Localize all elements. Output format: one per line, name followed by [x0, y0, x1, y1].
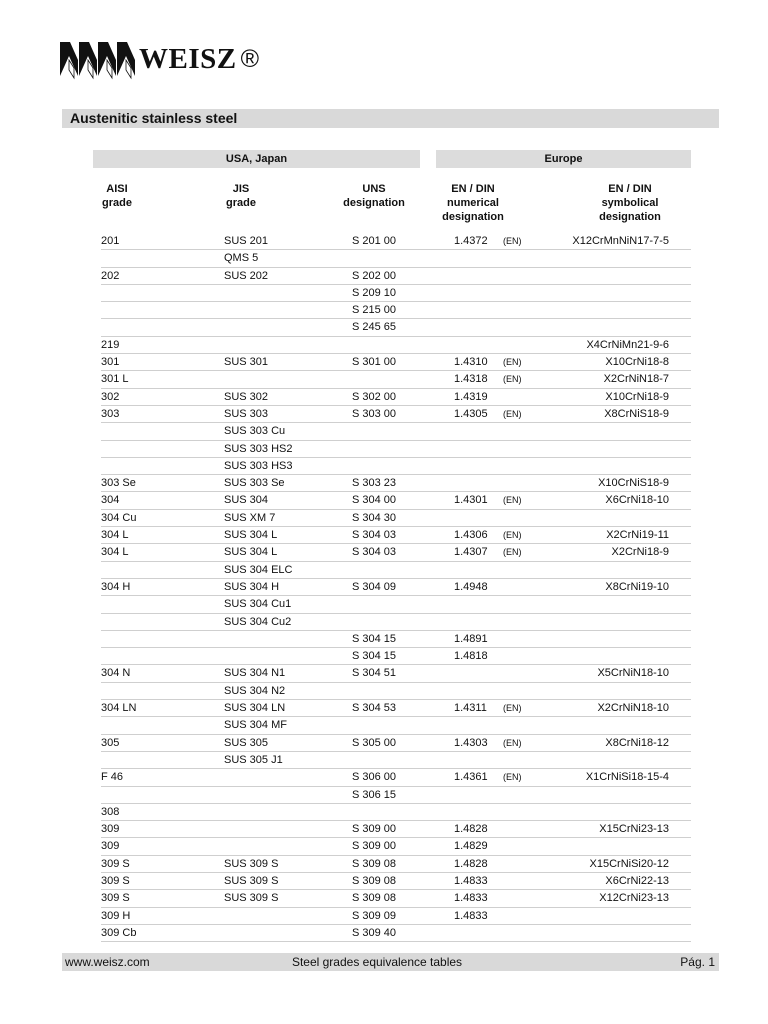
cell-en-standard: (EN) — [503, 374, 522, 385]
cell-en-numerical: 1.4372 — [454, 235, 488, 247]
cell-aisi: 305 — [101, 736, 120, 749]
cell-en-numerical: 1.4307 — [454, 546, 488, 559]
table-row — [101, 787, 691, 804]
cell-en-symbolical: X10CrNiS18-9 — [598, 477, 669, 490]
cell-aisi: 304 H — [101, 580, 131, 593]
column-header-line: numerical — [447, 197, 499, 209]
cell-en-symbolical: X6CrNi22-13 — [605, 874, 669, 887]
cell-jis: SUS 304 MF — [224, 719, 287, 732]
logo-mark-icon — [60, 38, 136, 80]
column-header-en-symbolical — [580, 182, 680, 224]
cell-aisi: 304 L — [101, 529, 129, 542]
table-row — [101, 233, 691, 250]
table-row — [101, 544, 691, 561]
table-row — [101, 492, 691, 509]
cell-jis: SUS 201 — [224, 235, 269, 247]
column-header-jis — [224, 182, 258, 210]
cell-uns: S 304 00 — [352, 494, 397, 507]
cell-en-standard: (EN) — [503, 737, 522, 748]
cell-uns: S 304 15 — [352, 632, 397, 645]
cell-uns: S 306 00 — [352, 771, 397, 784]
footer-website: www.weisz.com — [65, 955, 150, 969]
cell-en-symbolical: X1CrNiSi18-15-4 — [585, 771, 669, 784]
table-row — [101, 579, 691, 596]
cell-en-numerical: 1.4306 — [454, 529, 488, 542]
cell-aisi: 309 S — [101, 892, 130, 905]
group-header-europe: Europe — [436, 150, 691, 168]
cell-jis: SUS 305 J1 — [224, 753, 283, 766]
section-title: Austenitic stainless steel — [62, 109, 719, 128]
cell-aisi: 302 — [101, 390, 120, 403]
table-row — [101, 302, 691, 319]
cell-uns: S 215 00 — [352, 304, 397, 317]
table-row — [101, 735, 691, 752]
table-row — [101, 838, 691, 855]
cell-en-numerical: 1.4310 — [454, 356, 488, 369]
cell-en-symbolical: X2CrNiN18-10 — [597, 702, 669, 715]
column-header-line: JIS — [232, 183, 250, 195]
cell-aisi: 304 N — [101, 667, 131, 680]
cell-uns: S 309 08 — [352, 857, 397, 870]
table-row — [101, 873, 691, 890]
column-header-line: designation — [442, 211, 504, 223]
cell-aisi: 309 H — [101, 909, 131, 922]
cell-jis: SUS 309 S — [224, 892, 279, 905]
cell-uns: S 309 00 — [352, 840, 397, 853]
table-row — [101, 890, 691, 907]
column-header-en-numerical — [437, 182, 509, 224]
cell-en-numerical: 1.4303 — [454, 736, 488, 749]
cell-en-symbolical: X2CrNiN18-7 — [603, 373, 669, 386]
cell-en-symbolical: X15CrNiSi20-12 — [589, 857, 669, 870]
cell-jis: SUS 304 N2 — [224, 684, 286, 697]
cell-jis: SUS 303 Se — [224, 477, 285, 490]
cell-en-standard: (EN) — [503, 547, 522, 558]
column-header-line: symbolical — [601, 197, 659, 209]
table-row — [101, 683, 691, 700]
cell-en-numerical: 1.4311 — [454, 702, 487, 715]
table-row — [101, 562, 691, 579]
cell-jis: SUS 304 H — [224, 580, 280, 593]
column-header-line: designation — [599, 211, 661, 223]
cell-uns: S 305 00 — [352, 736, 397, 749]
cell-aisi: 304 LN — [101, 702, 137, 715]
cell-uns: S 304 51 — [352, 667, 397, 680]
cell-jis: QMS 5 — [224, 252, 259, 265]
column-header-line: designation — [343, 197, 405, 209]
cell-jis: SUS 304 L — [224, 546, 278, 559]
cell-aisi: 309 Cb — [101, 926, 137, 939]
cell-en-symbolical: X10CrNi18-8 — [605, 356, 669, 369]
cell-aisi: 202 — [101, 269, 120, 282]
footer-page-number: Pág. 1 — [680, 955, 715, 969]
table-row — [101, 285, 691, 302]
cell-jis: SUS 303 Cu — [224, 425, 286, 438]
cell-jis: SUS 302 — [224, 390, 269, 403]
cell-en-numerical: 1.4318 — [454, 373, 488, 386]
table-row — [101, 441, 691, 458]
registered-mark: ® — [240, 44, 260, 73]
cell-en-standard: (EN) — [503, 772, 522, 783]
column-header-uns — [334, 182, 414, 210]
table-row — [101, 908, 691, 925]
cell-uns: S 209 10 — [352, 286, 397, 299]
cell-en-standard: (EN) — [503, 703, 522, 714]
group-header-usa-japan: USA, Japan — [93, 150, 420, 168]
cell-aisi: 309 — [101, 823, 120, 836]
cell-jis: SUS 304 N1 — [224, 667, 286, 680]
cell-uns: S 201 00 — [352, 235, 397, 247]
cell-en-symbolical: X15CrNi23-13 — [599, 823, 669, 836]
table-row — [101, 510, 691, 527]
column-header-line: UNS — [362, 183, 386, 195]
cell-en-numerical: 1.4828 — [454, 857, 488, 870]
footer-title: Steel grades equivalence tables — [291, 955, 463, 969]
cell-en-symbolical: X12CrMnNiN17-7-5 — [572, 235, 669, 247]
cell-en-standard: (EN) — [503, 236, 522, 246]
cell-en-numerical: 1.4301 — [454, 494, 488, 507]
cell-jis: SUS 304 ELC — [224, 563, 293, 576]
cell-en-numerical: 1.4361 — [454, 771, 488, 784]
cell-uns: S 309 40 — [352, 926, 397, 939]
cell-en-symbolical: X8CrNi19-10 — [605, 580, 669, 593]
cell-en-symbolical: X6CrNi18-10 — [605, 494, 669, 507]
cell-en-numerical: 1.4948 — [454, 580, 488, 593]
company-logo — [60, 38, 259, 80]
table-row — [101, 354, 691, 371]
cell-uns: S 245 65 — [352, 321, 397, 334]
cell-en-symbolical: X12CrNi23-13 — [599, 892, 669, 905]
cell-uns: S 309 08 — [352, 874, 397, 887]
cell-jis: SUS 202 — [224, 269, 269, 282]
table-row — [101, 268, 691, 285]
table-row — [101, 371, 691, 388]
table-row — [101, 752, 691, 769]
cell-jis: SUS 303 HS3 — [224, 459, 293, 472]
column-header-line: EN / DIN — [451, 183, 495, 195]
table-row — [101, 769, 691, 786]
table-row — [101, 717, 691, 734]
cell-uns: S 309 00 — [352, 823, 397, 836]
table-row — [101, 856, 691, 873]
table-row — [101, 665, 691, 682]
cell-en-symbolical: X2CrNi18-9 — [611, 546, 669, 559]
cell-jis: SUS 304 — [224, 494, 269, 507]
cell-jis: SUS 304 Cu2 — [224, 615, 292, 628]
table-row — [101, 925, 691, 942]
cell-aisi: 309 — [101, 840, 120, 853]
cell-uns: S 301 00 — [352, 356, 397, 369]
cell-en-numerical: 1.4891 — [454, 632, 488, 645]
cell-uns: S 304 30 — [352, 511, 397, 524]
column-header-line: AISI — [106, 183, 128, 195]
cell-en-symbolical: X2CrNi19-11 — [606, 529, 669, 542]
cell-en-symbolical: X8CrNi18-12 — [605, 736, 669, 749]
cell-en-numerical: 1.4319 — [454, 390, 488, 403]
cell-en-standard: (EN) — [503, 530, 522, 541]
cell-aisi: 304 Cu — [101, 511, 137, 524]
table-row — [101, 648, 691, 665]
cell-jis: SUS 305 — [224, 736, 269, 749]
cell-en-symbolical: X4CrNiMn21-9-6 — [586, 338, 669, 351]
cell-en-standard: (EN) — [503, 357, 522, 368]
grades-table — [101, 233, 691, 942]
cell-aisi: 309 S — [101, 857, 130, 870]
cell-aisi: 219 — [101, 338, 120, 351]
table-row — [101, 337, 691, 354]
cell-en-numerical: 1.4829 — [454, 840, 488, 853]
cell-aisi: 308 — [101, 805, 120, 818]
cell-uns: S 309 08 — [352, 892, 397, 905]
cell-uns: S 304 53 — [352, 702, 397, 715]
cell-jis: SUS 304 LN — [224, 702, 286, 715]
table-row — [101, 804, 691, 821]
cell-en-numerical: 1.4833 — [454, 874, 488, 887]
cell-uns: S 303 00 — [352, 407, 397, 420]
table-row — [101, 423, 691, 440]
table-row — [101, 631, 691, 648]
cell-aisi: 201 — [101, 235, 120, 247]
table-row — [101, 700, 691, 717]
cell-uns: S 202 00 — [352, 269, 397, 282]
cell-aisi: 301 L — [101, 373, 129, 386]
cell-aisi: 301 — [101, 356, 120, 369]
cell-en-numerical: 1.4818 — [454, 650, 488, 663]
cell-aisi: 303 — [101, 407, 120, 420]
cell-en-numerical: 1.4833 — [454, 892, 488, 905]
table-row — [101, 250, 691, 267]
cell-uns: S 302 00 — [352, 390, 397, 403]
table-row — [101, 821, 691, 838]
cell-jis: SUS XM 7 — [224, 511, 276, 524]
table-row — [101, 389, 691, 406]
cell-jis: SUS 309 S — [224, 874, 279, 887]
cell-jis: SUS 304 Cu1 — [224, 598, 292, 611]
cell-aisi: F 46 — [101, 771, 124, 784]
table-row — [101, 319, 691, 336]
column-header-line: EN / DIN — [608, 183, 652, 195]
cell-uns: S 306 15 — [352, 788, 397, 801]
cell-en-numerical: 1.4833 — [454, 909, 488, 922]
cell-en-numerical: 1.4828 — [454, 823, 488, 836]
cell-uns: S 304 15 — [352, 650, 397, 663]
cell-jis: SUS 304 L — [224, 529, 278, 542]
cell-uns: S 309 09 — [352, 909, 397, 922]
cell-aisi: 309 S — [101, 874, 130, 887]
table-row — [101, 614, 691, 631]
table-row — [101, 406, 691, 423]
cell-aisi: 303 Se — [101, 477, 136, 490]
cell-uns: S 304 09 — [352, 580, 397, 593]
cell-jis: SUS 309 S — [224, 857, 279, 870]
cell-en-symbolical: X10CrNi18-9 — [605, 390, 669, 403]
cell-en-symbolical: X8CrNiS18-9 — [604, 407, 669, 420]
column-header-line: grade — [226, 197, 256, 209]
table-row — [101, 596, 691, 613]
logo-wordmark: WEISZ — [139, 42, 237, 75]
column-header-line: grade — [102, 197, 132, 209]
cell-uns: S 304 03 — [352, 546, 397, 559]
cell-aisi: 304 — [101, 494, 120, 507]
cell-en-numerical: 1.4305 — [454, 407, 488, 420]
table-row — [101, 475, 691, 492]
cell-en-standard: (EN) — [503, 408, 522, 419]
cell-aisi: 304 L — [101, 546, 129, 559]
cell-jis: SUS 303 HS2 — [224, 442, 293, 455]
cell-uns: S 303 23 — [352, 477, 397, 490]
cell-en-standard: (EN) — [503, 495, 522, 506]
column-header-aisi — [101, 182, 133, 210]
cell-jis: SUS 301 — [224, 356, 269, 369]
cell-en-symbolical: X5CrNiN18-10 — [597, 667, 669, 680]
table-row — [101, 458, 691, 475]
page-footer — [62, 953, 719, 971]
cell-uns: S 304 03 — [352, 529, 397, 542]
table-row — [101, 527, 691, 544]
cell-jis: SUS 303 — [224, 407, 269, 420]
